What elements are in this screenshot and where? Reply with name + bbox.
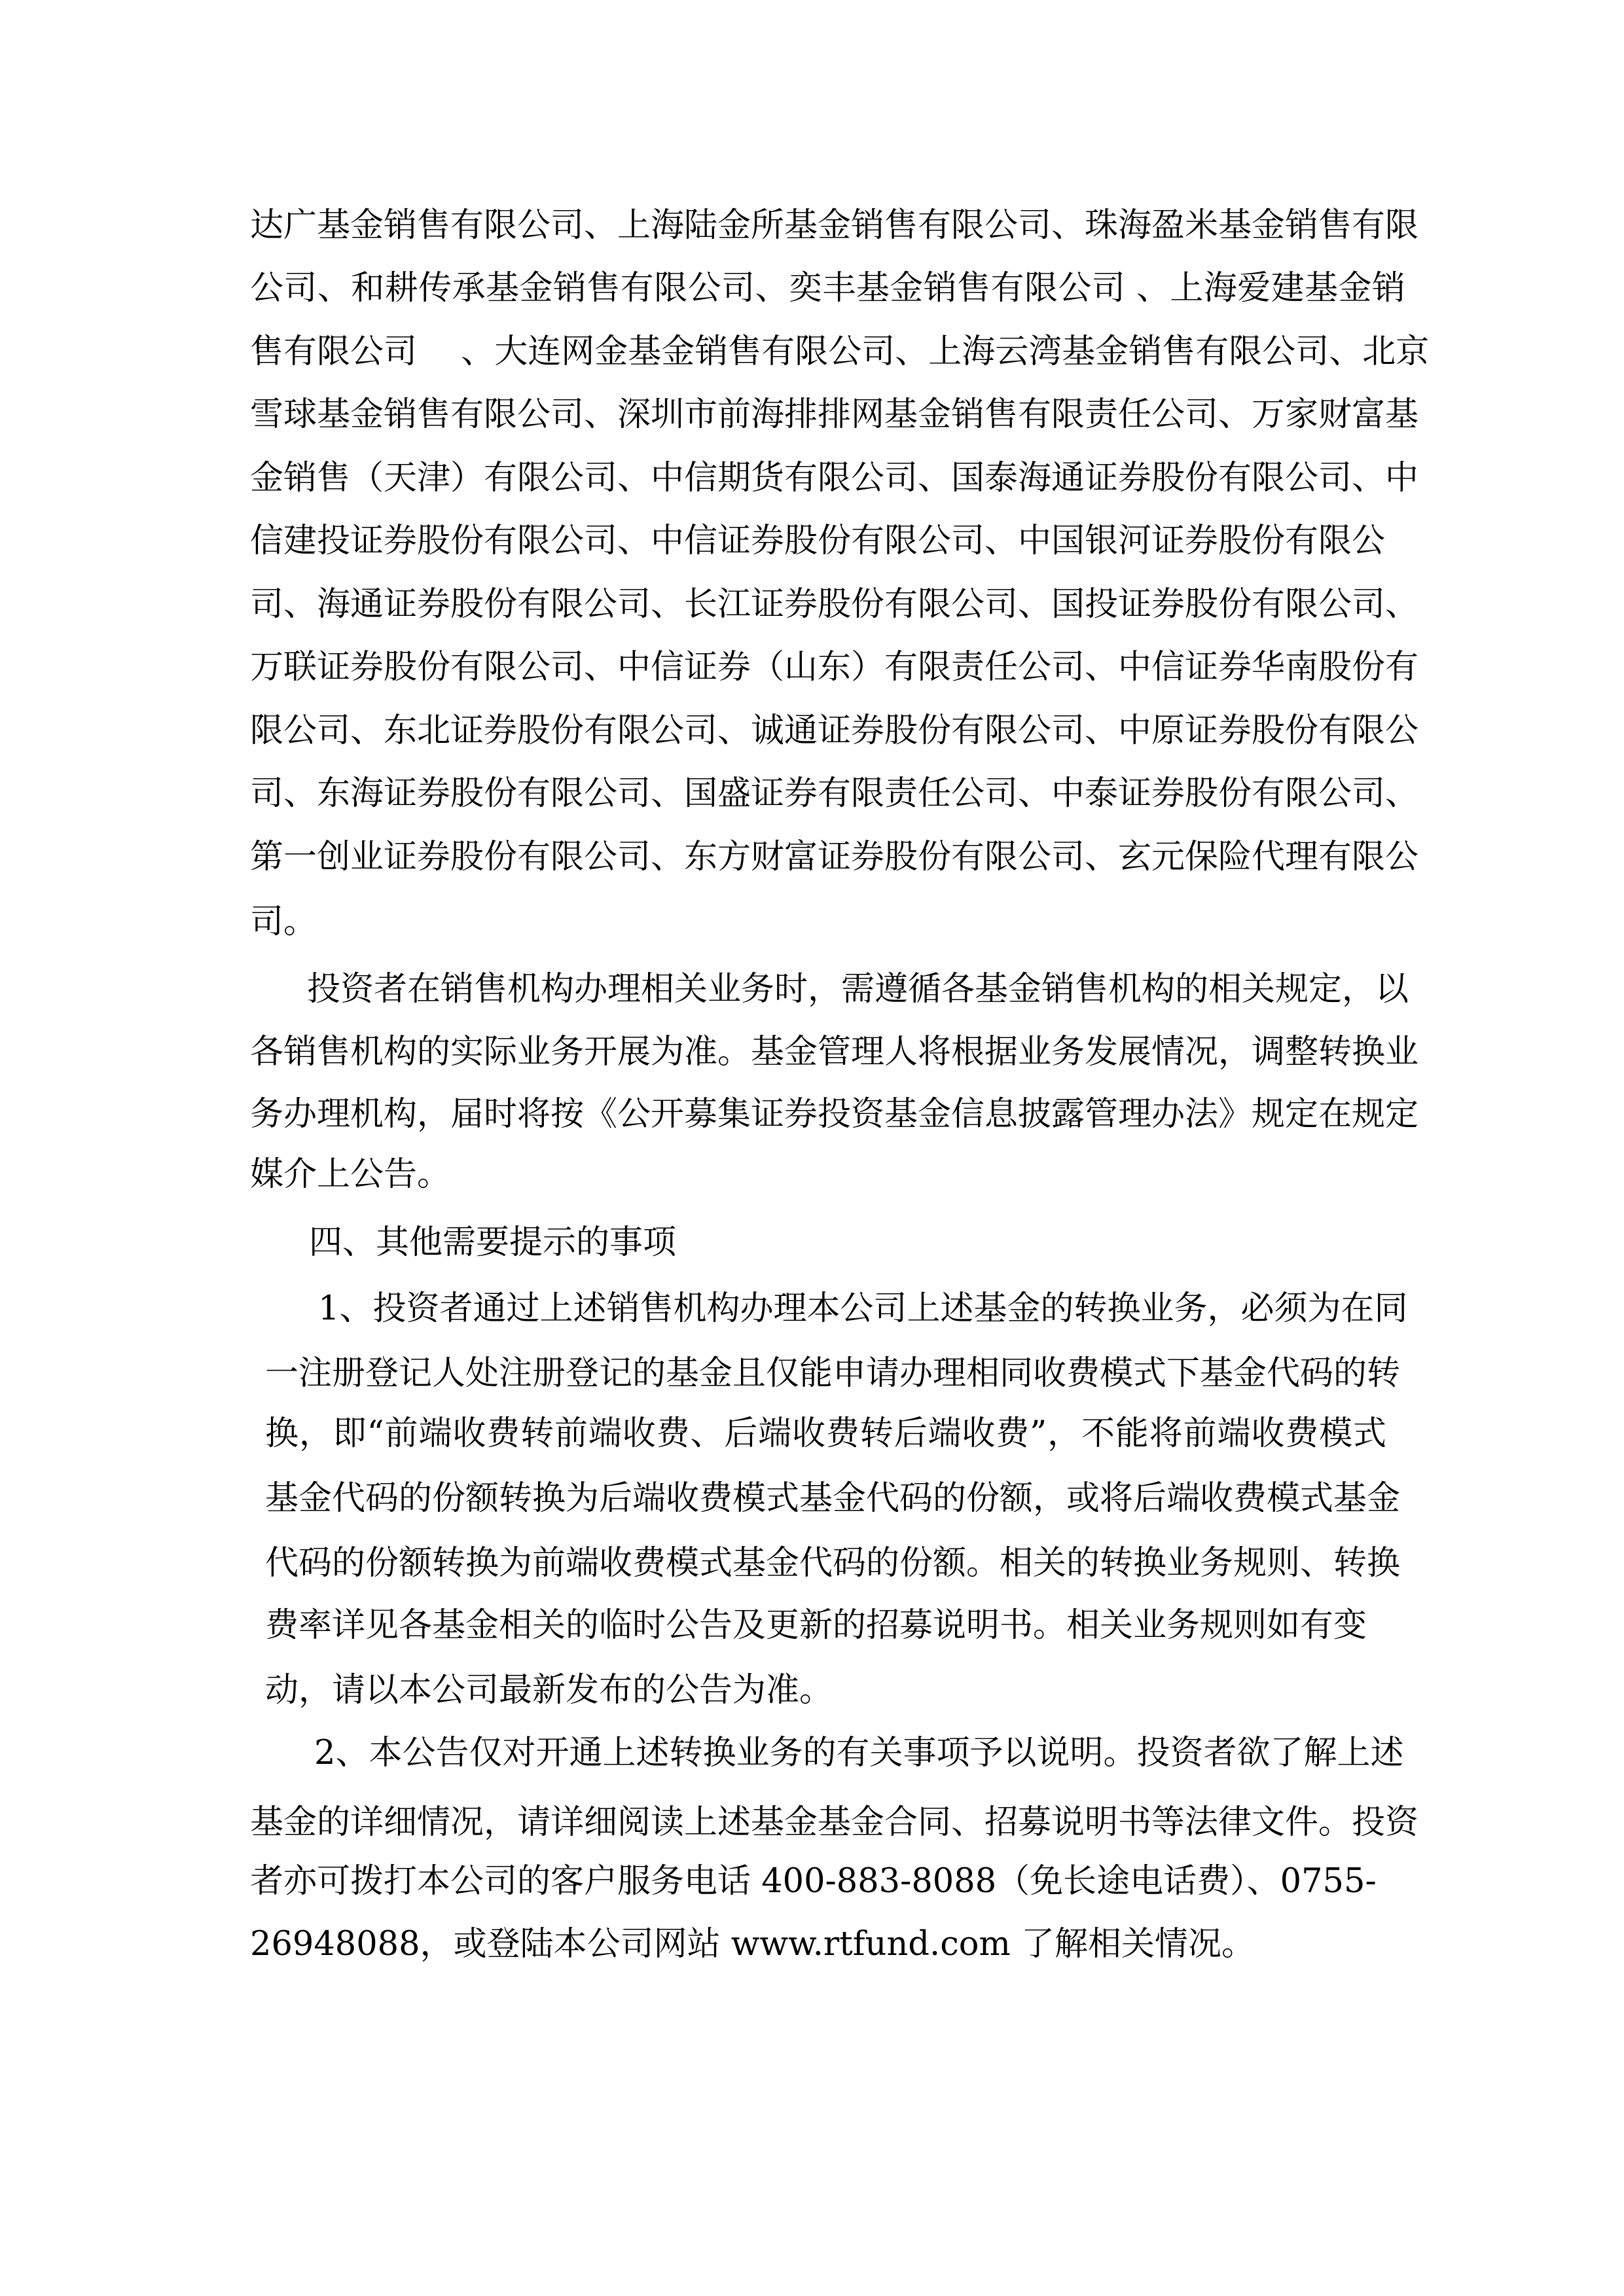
text-line: 达广基金销售有限公司、上海陆金所基金销售有限公司、珠海盈米基金销售有限	[250, 206, 1419, 245]
text-line: 各销售机构的实际业务开展为准。基金管理人将根据业务发展情况，调整转换业	[250, 1033, 1419, 1071]
text-line: 费率详见各基金相关的临时公告及更新的招募说明书。相关业务规则如有变	[265, 1606, 1367, 1645]
text-line: 2、本公告仅对开通上述转换业务的有关事项予以说明。投资者欲了解上述	[314, 1734, 1404, 1772]
text-line: 雪球基金销售有限公司、深圳市前海排排网基金销售有限责任公司、万家财富基	[250, 395, 1419, 434]
text-line: 基金的详细情况，请详细阅读上述基金基金合同、招募说明书等法律文件。投资	[250, 1803, 1419, 1842]
text-line: 万联证券股份有限公司、中信证券（山东）有限责任公司、中信证券华南股份有	[250, 648, 1419, 687]
text-line: 媒介上公告。	[250, 1155, 451, 1194]
section-heading: 四、其他需要提示的事项	[309, 1223, 677, 1262]
text-line: 售有限公司 、大连网金基金销售有限公司、上海云湾基金销售有限公司、北京	[250, 332, 1430, 371]
text-line: 动，请以本公司最新发布的公告为准。	[265, 1671, 833, 1710]
text-line: 金销售（天津）有限公司、中信期货有限公司、国泰海通证券股份有限公司、中	[250, 459, 1419, 497]
text-line: 务办理机构，届时将按《公开募集证券投资基金信息披露管理办法》规定在规定	[250, 1095, 1419, 1134]
text-line: 26948088，或登陆本公司网站 www.rtfund.com 了解相关情况。	[250, 1925, 1255, 1964]
text-line: 公司、和耕传承基金销售有限公司、奕丰基金销售有限公司 、上海爱建基金销	[250, 269, 1405, 308]
text-line: 者亦可拨打本公司的客户服务电话 400-883-8088（免长途电话费）、0755-	[250, 1862, 1377, 1901]
text-line: 投资者在销售机构办理相关业务时，需遵循各基金销售机构的相关规定，以	[307, 970, 1409, 1009]
text-line: 代码的份额转换为前端收费模式基金代码的份额。相关的转换业务规则、转换	[265, 1544, 1401, 1583]
text-line: 司、海通证券股份有限公司、长江证券股份有限公司、国投证券股份有限公司、	[250, 585, 1419, 624]
text-line: 限公司、东北证券股份有限公司、诚通证券股份有限公司、中原证券股份有限公	[250, 711, 1419, 750]
text-line: 基金代码的份额转换为后端收费模式基金代码的份额，或将后端收费模式基金	[265, 1479, 1401, 1518]
text-line: 换，即“前端收费转前端收费、后端收费转后端收费”，不能将前端收费模式	[265, 1414, 1386, 1453]
text-line: 第一创业证券股份有限公司、东方财富证券股份有限公司、玄元保险代理有限公	[250, 838, 1419, 876]
text-line: 司。	[250, 903, 317, 941]
text-line: 1、投资者通过上述销售机构办理本公司上述基金的转换业务，必须为在同	[318, 1289, 1408, 1328]
text-line: 一注册登记人处注册登记的基金且仅能申请办理相同收费模式下基金代码的转	[265, 1354, 1401, 1393]
text-line: 司、东海证券股份有限公司、国盛证券有限责任公司、中泰证券股份有限公司、	[250, 774, 1419, 813]
text-line: 信建投证券股份有限公司、中信证券股份有限公司、中国银河证券股份有限公	[250, 522, 1386, 560]
